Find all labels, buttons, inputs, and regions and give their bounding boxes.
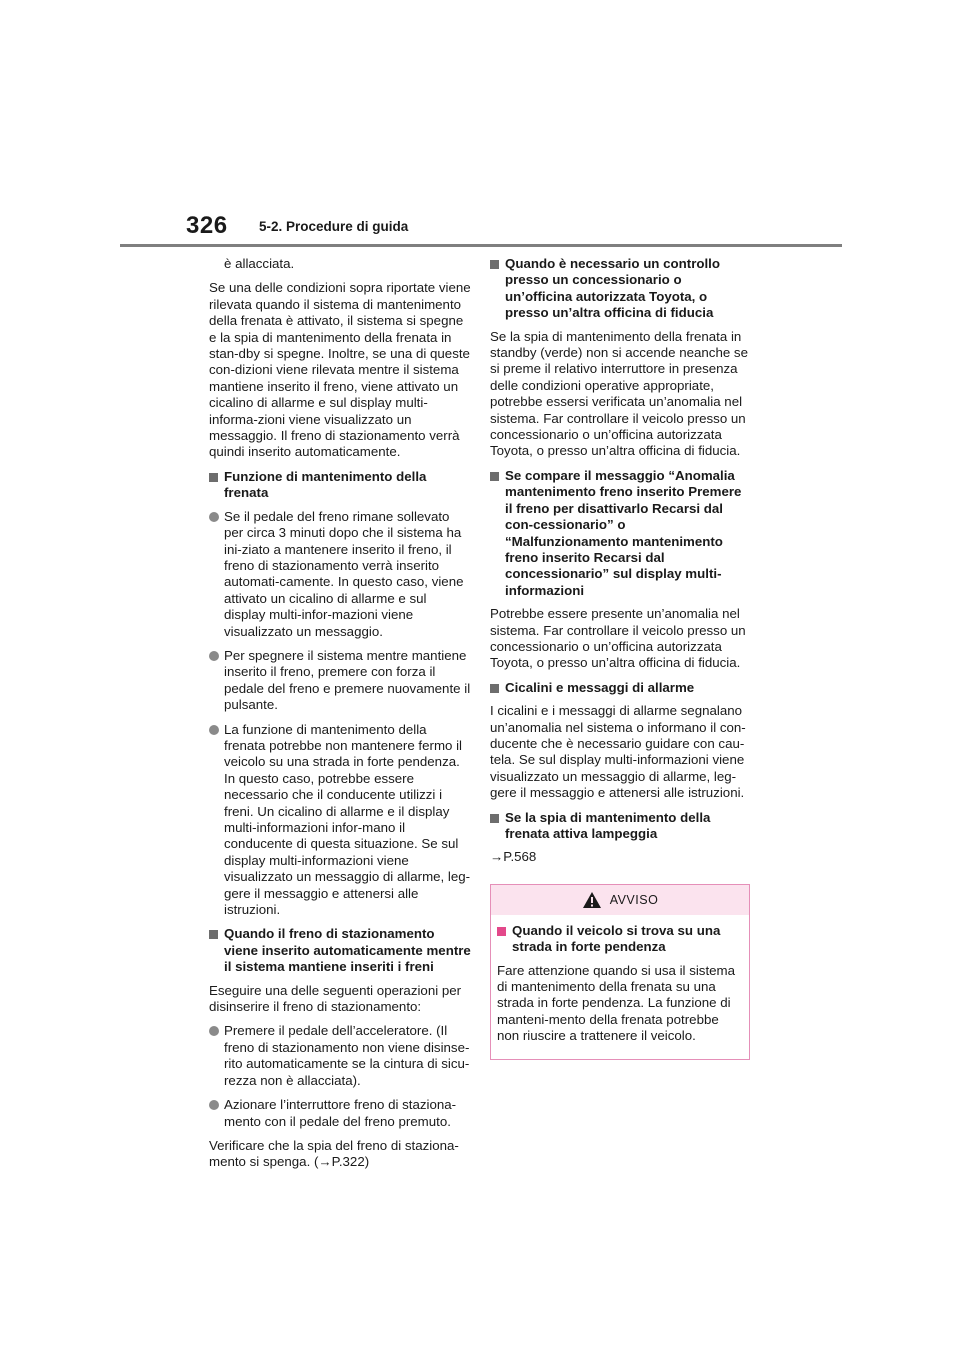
warning-text: Fare attenzione quando si usa il sistema di mantenimento della frenata su una strada in forte pendenza. La funzione di manteni-mento della frenata potrebbe non riuscire a trattenere il veicolo.: [497, 962, 736, 1044]
square-bullet-icon: [209, 930, 218, 939]
heading-text: Funzione di mantenimento della frenata: [224, 468, 427, 501]
list-item-text: Se il pedale del freno rimane sollevato per circa 3 minuti dopo che il sistema ha ini-ziato a mantenere inserito il freno, il freno di stazionamento verrà inserito automati-camente. In questo caso, viene attivato un cicalino di allarme e sul display multi-infor-mazioni viene visualizzato un messaggio.: [224, 508, 464, 639]
heading-malfunction-message: [490, 468, 752, 599]
square-bullet-icon: [497, 927, 506, 936]
warning-box: [490, 884, 750, 1060]
heading-warning-buzzers: [490, 680, 752, 696]
list-item: [209, 648, 471, 714]
heading-brake-hold-function: [209, 469, 471, 502]
circle-bullet-icon: [209, 1100, 219, 1110]
section-title: 5-2. Procedure di guida: [259, 219, 409, 234]
square-bullet-icon: [490, 814, 499, 823]
heading-text: Quando è necessario un controllo presso un concessionario o un’officina autorizzata Toyota, o presso un’altra officina di fiducia: [505, 256, 721, 321]
list-item-text: Per spegnere il sistema mentre mantiene inserito il freno, premere con forza il pedale del freno e premere nuovamente il pulsante.: [224, 647, 471, 713]
paragraph: Potrebbe essere presente un’anomalia nel sistema. Far controllare il veicolo presso un concessionario o un’officina autorizzata Toyota, o presso un’altra officina di fiducia.: [490, 606, 746, 671]
square-bullet-icon: [490, 472, 499, 481]
heading-text: Cicalini e messaggi di allarme: [505, 679, 695, 695]
square-bullet-icon: [490, 260, 499, 269]
list-item: [209, 722, 471, 919]
heading-text: Se la spia di mantenimento della frenata attiva lampeggia: [505, 809, 711, 841]
square-bullet-icon: [209, 473, 218, 482]
list-item: [209, 1023, 471, 1089]
list-item-text: Premere il pedale dell’acceleratore. (Il freno di stazionamento non viene disinse-rito automaticamente se la cintura di sicu-rezza non è allacciata).: [224, 1023, 470, 1088]
paragraph: I cicalini e i messaggi di allarme segnalano un’anomalia nel sistema o informano il con-ducente che è necessario guidare con cau-tela. Se sul display multi-informazioni viene visualizzato un messaggio di allarme, leg-gere il messaggio e attenersi alle istruzioni.: [490, 703, 746, 801]
warning-body: [491, 915, 749, 1059]
circle-bullet-icon: [209, 651, 219, 661]
paragraph: Eseguire una delle seguenti operazioni per disinserire il freno di stazionamento:: [209, 982, 462, 1015]
circle-bullet-icon: [209, 1026, 219, 1036]
page-header: [0, 0, 960, 250]
right-column: [490, 256, 752, 1060]
list-item: [209, 509, 471, 640]
heading-indicator-flashing: [490, 810, 752, 843]
heading-parking-brake-auto: [209, 926, 471, 975]
circle-bullet-icon: [209, 512, 219, 522]
heading-text: Se compare il messaggio “Anomalia mantenimento freno inserito Premere il freno per disattivarlo Recarsi dal con-cessionario” o “Malfunzionamento mantenimento freno inserito Recarsi dal concessionario” sul display multi-informazioni: [505, 467, 742, 598]
page-reference: →P.568: [490, 849, 537, 865]
warning-triangle-icon: [582, 891, 602, 909]
paragraph: Se la spia di mantenimento della frenata in standby (verde) non si accende neanche se si preme il relativo interruttore in presenza delle condizioni operative appropriate, potrebbe essersi verificata un’anomalia nel sistema. Far controllare il veicolo presso un concessionario o un’officina autorizzata Toyota, o presso un’altra officina di fiducia.: [490, 328, 748, 459]
closing-paragraph: Verificare che la spia del freno di staziona-mento si spenga. (→P.322): [209, 1137, 459, 1170]
warning-heading: [497, 923, 744, 956]
page-number: 326: [186, 212, 228, 239]
continued-text: è allacciata.: [224, 256, 295, 271]
circle-bullet-icon: [209, 725, 219, 735]
left-column: [209, 256, 471, 1179]
intro-paragraph: Se una delle condizioni sopra riportate viene rilevata quando il sistema di mantenimento della frenata è attivato, il sistema si spegne e la spia di mantenimento della frenata in stan-dby si spegne. Inoltre, se una di queste con-dizioni viene rilevata mentre il sistema mantiene inserito il freno, viene attivato un cicalino di allarme e sul display multi-informa-zioni viene visualizzato un messaggio. Il freno di stazionamento verrà quindi inserito automaticamente.: [209, 280, 471, 460]
list-item-text: Azionare l’interruttore freno di staziona-mento con il pedale del freno premuto.: [224, 1097, 457, 1129]
header-divider: [120, 244, 842, 247]
heading-text: Quando il freno di stazionamento viene inserito automaticamente mentre il sistema mantiene inseriti i freni: [224, 926, 471, 975]
warning-title: AVVISO: [609, 892, 659, 907]
list-item-text: La funzione di mantenimento della frenata potrebbe non mantenere fermo il veicolo su una strada in forte pendenza. In questo caso, potrebbe essere necessario che il conducente utilizzi i freni. Un cicalino di allarme e il display multi-informazioni infor-mano il conducente di questa situazione. Se sul display multi-informazioni viene visualizzato un messaggio di allarme, leg-gere il messaggio e attenersi alle istruzioni.: [224, 721, 471, 918]
square-bullet-icon: [490, 684, 499, 693]
warning-header: [491, 885, 749, 915]
heading-text: Quando il veicolo si trova su una strada in forte pendenza: [512, 922, 721, 955]
heading-dealer-check: [490, 256, 752, 322]
list-item: [209, 1097, 471, 1130]
